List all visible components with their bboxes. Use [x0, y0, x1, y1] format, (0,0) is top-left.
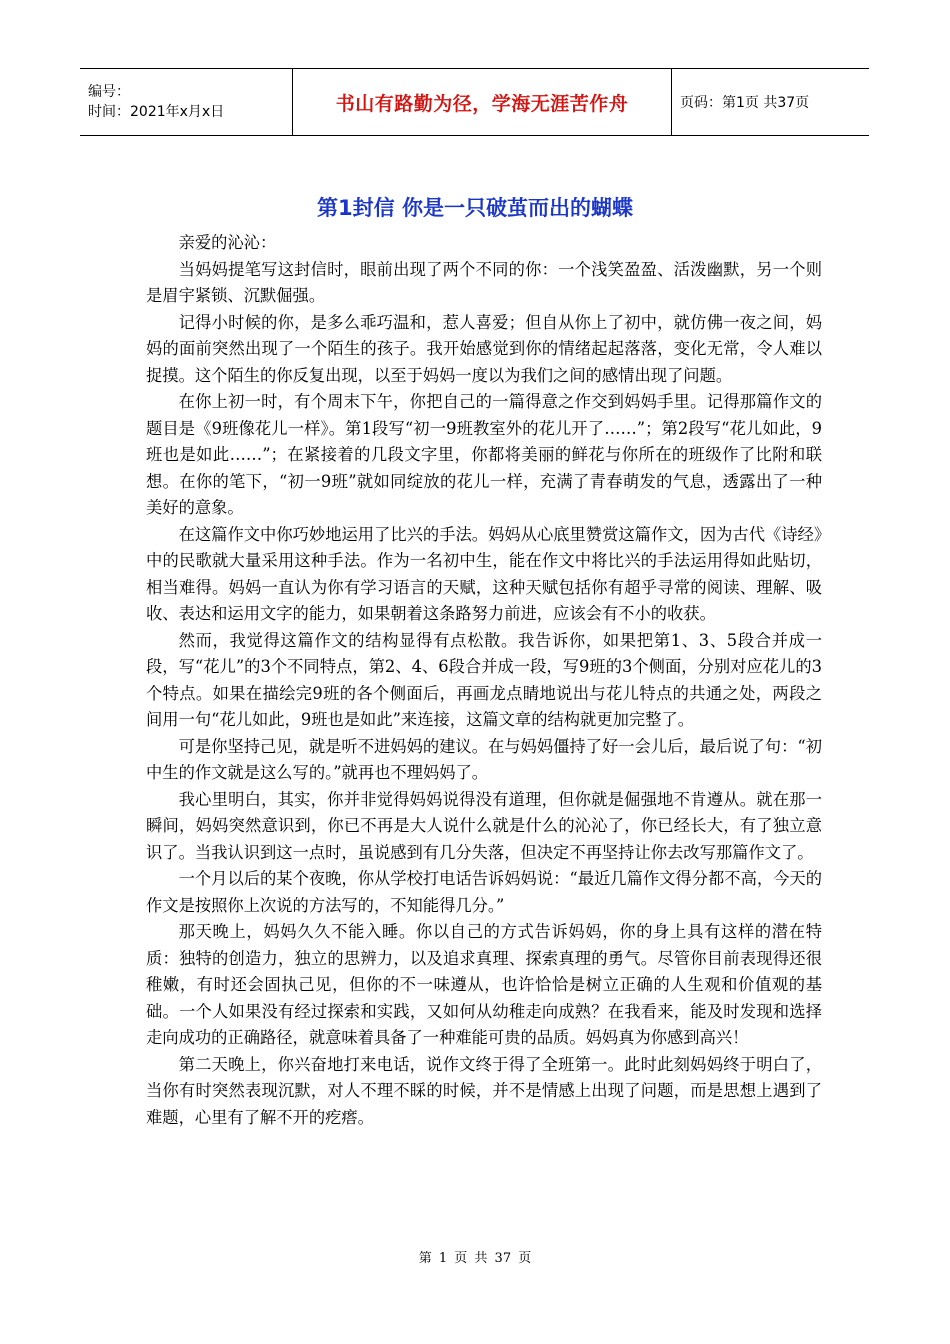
- body-paragraph: 当妈妈提笔写这封信时，眼前出现了两个不同的你：一个浅笑盈盈、活泼幽默，另一个则是眉宇紧锁、沉默倔强。: [146, 259, 822, 305]
- body-paragraph: 然而，我觉得这篇作文的结构显得有点松散。我告诉你，如果把第1、3、5段合并成一段，写“花儿”的3个不同特点，第2、4、6段合并成一段，写9班的3个侧面，分别对应花儿的3个特点。如果在描绘完9班的各个侧面后，再画龙点睛地说出与花儿特点的共通之处，两段之间用一句“花儿如此，9班也是如此”来连接，这篇文章的结构就更加完整了。: [146, 630, 822, 729]
- body-paragraph: 在这篇作文中你巧妙地运用了比兴的手法。妈妈从心底里赞赏这篇作文，因为古代《诗经》中的民歌就大量采用这种手法。作为一名初中生，能在作文中将比兴的手法运用得如此贴切，相当难得。妈妈一直认为你有学习语言的天赋，这种天赋包括你有超乎寻常的阅读、理解、吸收、表达和运用文字的能力，如果朝着这条路努力前进，应该会有不小的收获。: [146, 524, 822, 623]
- header-page-info: 页码：第1页 共37页: [680, 95, 810, 111]
- letter-title: 第1封信 你是一只破茧而出的蝴蝶: [317, 196, 633, 220]
- document-number-label: 编号：: [88, 84, 130, 100]
- body-paragraph: 可是你坚持己见，就是听不进妈妈的建议。在与妈妈僵持了好一会儿后，最后说了句：“初中生的作文就是这么写的。”就再也不理妈妈了。: [146, 736, 822, 782]
- page-header: [80, 68, 869, 136]
- body-paragraph: 我心里明白，其实，你并非觉得妈妈说得没有道理，但你就是倔强地不肯遵从。就在那一瞬间，妈妈突然意识到，你已不再是大人说什么就是什么的沁沁了，你已经长大，有了独立意识了。当我认识到这一点时，虽说感到有几分失落，但决定不再坚持让你去改写那篇作文了。: [146, 789, 822, 862]
- header-motto-cell: [293, 69, 672, 136]
- body-paragraph: 在你上初一时，有个周末下午，你把自己的一篇得意之作交到妈妈手里。记得那篇作文的题目是《9班像花儿一样》。第1段写“初一9班教室外的花儿开了……”；第2段写“花儿如此，9班也是如此……”；在紧接着的几段文字里，你都将美丽的鲜花与你所在的班级作了比附和联想。在你的笔下，“初一9班”就如同绽放的花儿一样，充满了青春萌发的气息，透露出了一种美好的意象。: [146, 392, 822, 517]
- body-paragraph: 第二天晚上，你兴奋地打来电话，说作文终于得了全班第一。此时此刻妈妈终于明白了，当你有时突然表现沉默，对人不理不睬的时候，并不是情感上出现了问题，而是思想上遇到了难题，心里有了解不开的疙瘩。: [146, 1054, 822, 1127]
- header-meta-cell: [80, 69, 293, 136]
- header-page-info-cell: [672, 69, 870, 136]
- body-paragraph: 一个月以后的某个夜晚，你从学校打电话告诉妈妈说：“最近几篇作文得分都不高，今天的作文是按照你上次说的方法写的，不知能得几分。”: [146, 869, 822, 915]
- body-paragraph: 那天晚上，妈妈久久不能入睡。你以自己的方式告诉妈妈，你的身上具有这样的潜在特质：独特的创造力，独立的思辨力，以及追求真理、探索真理的勇气。尽管你目前表现得还很稚嫩，有时还会固执己见，但你的不一味遵从，也许恰恰是树立正确的人生观和价值观的基础。一个人如果没有经过探索和实践，又如何从幼稚走向成熟？在我看来，能及时发现和选择走向成功的正确路径，就意味着具备了一种难能可贵的品质。妈妈真为你感到高兴！: [146, 922, 822, 1047]
- letter-body: [146, 230, 822, 1131]
- document-date-label: 时间：2021年x月x日: [88, 104, 225, 120]
- header-motto: 书山有路勤为径，学海无涯苦作舟: [335, 92, 629, 115]
- body-paragraph: 记得小时候的你，是多么乖巧温和，惹人喜爱；但自从你上了初中，就仿佛一夜之间，妈妈的面前突然出现了一个陌生的孩子。我开始感觉到你的情绪起起落落，变化无常，令人难以捉摸。这个陌生的你反复出现，以至于妈妈一度以为我们之间的感情出现了问题。: [146, 312, 822, 385]
- salutation: 亲爱的沁沁：: [178, 233, 277, 252]
- page-footer: 第 1 页 共 37 页: [418, 1251, 532, 1266]
